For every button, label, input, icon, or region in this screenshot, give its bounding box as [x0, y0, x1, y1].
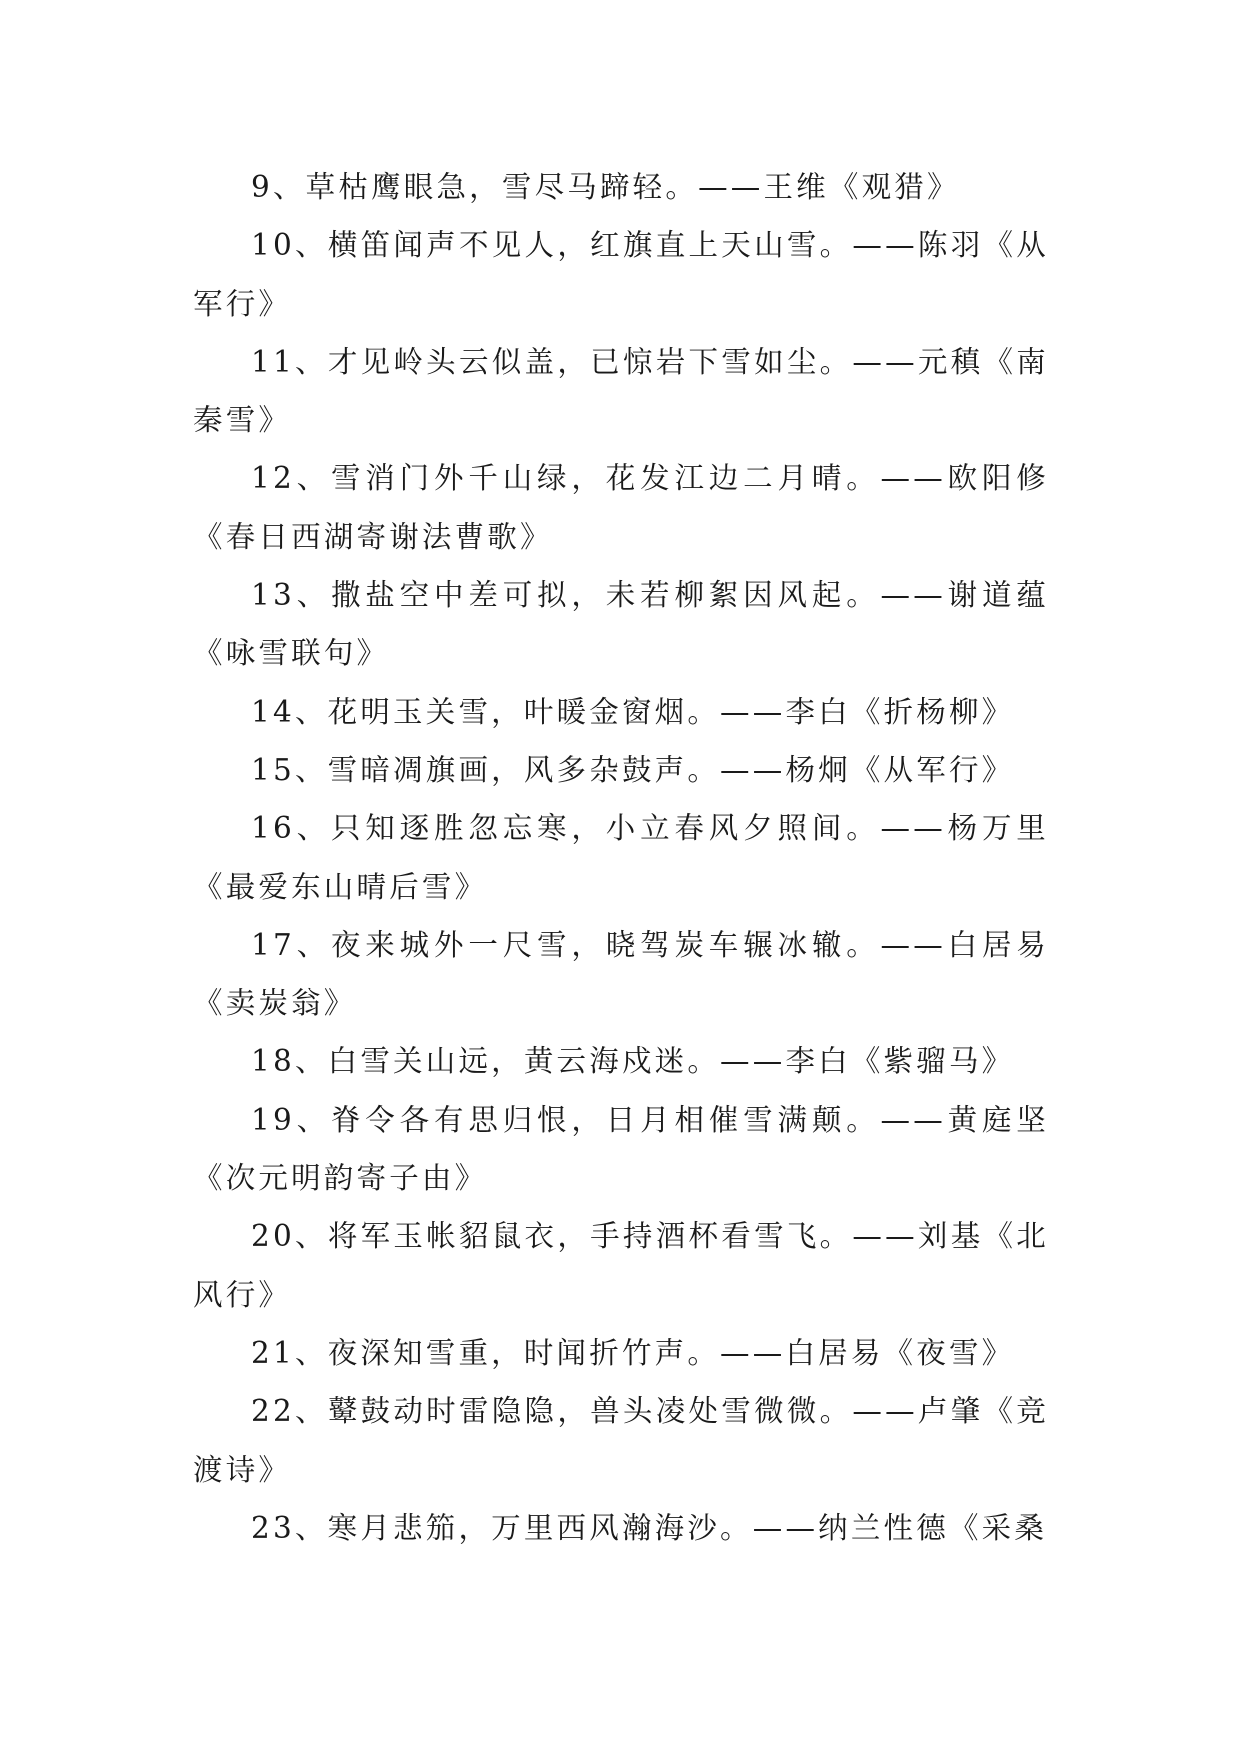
list-item: 23、寒月悲笳，万里西风瀚海沙。——纳兰性德《采桑 — [251, 1510, 1048, 1545]
list-item: 18、白雪关山远，黄云海戍迷。——李白《紫骝马》 — [251, 1044, 1015, 1079]
list-item: 13、撒盐空中差可拟，未若柳絮因风起。——谢道蕴《咏雪联句》 — [193, 578, 1049, 671]
list-item: 12、雪消门外千山绿，花发江边二月晴。——欧阳修《春日西湖寄谢法曹歌》 — [193, 461, 1049, 554]
poem-list — [193, 158, 1049, 1557]
list-item: 22、鼙鼓动时雷隐隐，兽头凌处雪微微。——卢肇《竞渡诗》 — [193, 1394, 1049, 1487]
list-item: 10、横笛闻声不见人，红旗直上天山雪。——陈羽《从军行》 — [193, 228, 1049, 321]
list-item: 15、雪暗凋旗画，风多杂鼓声。——杨炯《从军行》 — [251, 752, 1015, 787]
list-item: 9、草枯鹰眼急，雪尽马蹄轻。——王维《观猎》 — [251, 170, 960, 204]
list-item: 16、只知逐胜忽忘寒，小立春风夕照间。——杨万里《最爱东山晴后雪》 — [193, 811, 1049, 904]
list-item: 20、将军玉帐貂鼠衣，手持酒杯看雪飞。——刘基《北风行》 — [193, 1219, 1049, 1312]
list-item: 21、夜深知雪重，时闻折竹声。——白居易《夜雪》 — [251, 1335, 1015, 1370]
list-item: 14、花明玉关雪，叶暖金窗烟。——李白《折杨柳》 — [251, 694, 1015, 729]
list-item: 11、才见岭头云似盖，已惊岩下雪如尘。——元稹《南秦雪》 — [193, 344, 1049, 438]
list-item: 19、脊令各有思归恨，日月相催雪满颠。——黄庭坚《次元明韵寄子由》 — [193, 1102, 1049, 1196]
list-item: 17、夜来城外一尺雪，晓驾炭车辗冰辙。——白居易《卖炭翁》 — [193, 927, 1049, 1021]
